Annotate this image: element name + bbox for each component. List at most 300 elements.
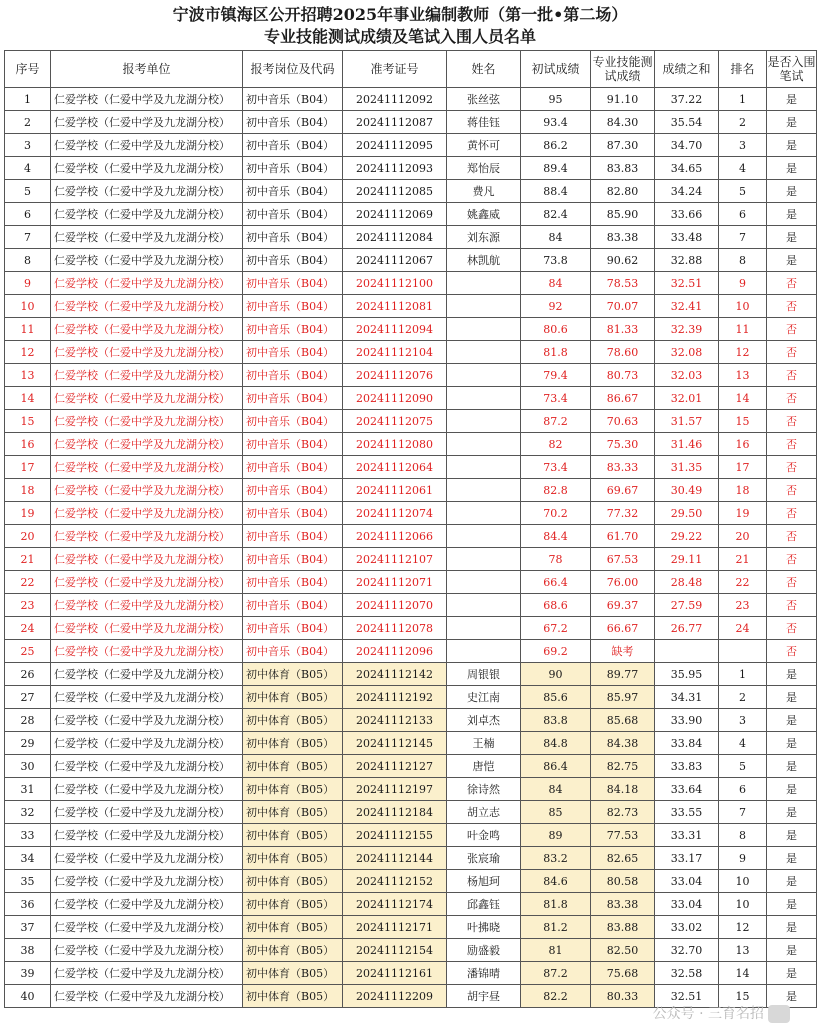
cell-unit: 仁爱学校（仁爱中学及九龙湖分校） — [51, 387, 243, 410]
cell-initial-score: 81.8 — [521, 341, 591, 364]
cell-ticket: 20241112145 — [343, 732, 447, 755]
cell-index: 18 — [5, 479, 51, 502]
cell-total: 33.83 — [655, 755, 719, 778]
cell-unit: 仁爱学校（仁爱中学及九龙湖分校） — [51, 939, 243, 962]
cell-skill-score: 83.88 — [591, 916, 655, 939]
cell-total: 32.88 — [655, 249, 719, 272]
cell-shortlisted: 是 — [767, 801, 817, 824]
cell-unit: 仁爱学校（仁爱中学及九龙湖分校） — [51, 732, 243, 755]
cell-index: 2 — [5, 111, 51, 134]
cell-name: 张宸瑜 — [447, 847, 521, 870]
cell-total: 37.22 — [655, 88, 719, 111]
cell-shortlisted: 是 — [767, 916, 817, 939]
cell-name — [447, 272, 521, 295]
cell-ticket: 20241112069 — [343, 203, 447, 226]
cell-unit: 仁爱学校（仁爱中学及九龙湖分校） — [51, 88, 243, 111]
cell-initial-score: 86.4 — [521, 755, 591, 778]
cell-skill-score: 85.68 — [591, 709, 655, 732]
cell-ticket: 20241112171 — [343, 916, 447, 939]
cell-unit: 仁爱学校（仁爱中学及九龙湖分校） — [51, 755, 243, 778]
cell-unit: 仁爱学校（仁爱中学及九龙湖分校） — [51, 571, 243, 594]
table-row — [5, 295, 817, 318]
cell-shortlisted: 是 — [767, 180, 817, 203]
cell-name — [447, 456, 521, 479]
cell-rank: 9 — [719, 847, 767, 870]
cell-unit: 仁爱学校（仁爱中学及九龙湖分校） — [51, 870, 243, 893]
cell-total: 26.77 — [655, 617, 719, 640]
cell-initial-score: 86.2 — [521, 134, 591, 157]
cell-rank: 7 — [719, 801, 767, 824]
cell-ticket: 20241112085 — [343, 180, 447, 203]
table-row — [5, 755, 817, 778]
cell-ticket: 20241112070 — [343, 594, 447, 617]
cell-rank: 6 — [719, 203, 767, 226]
cell-total: 33.84 — [655, 732, 719, 755]
cell-ticket: 20241112087 — [343, 111, 447, 134]
table-row — [5, 870, 817, 893]
cell-name: 叶金鸣 — [447, 824, 521, 847]
cell-post: 初中音乐（B04） — [243, 502, 343, 525]
cell-index: 11 — [5, 318, 51, 341]
cell-ticket: 20241112066 — [343, 525, 447, 548]
cell-skill-score: 80.58 — [591, 870, 655, 893]
cell-post: 初中音乐（B04） — [243, 548, 343, 571]
cell-name: 费凡 — [447, 180, 521, 203]
cell-rank: 23 — [719, 594, 767, 617]
cell-post: 初中体育（B05） — [243, 755, 343, 778]
cell-total: 29.11 — [655, 548, 719, 571]
cell-total: 32.41 — [655, 295, 719, 318]
cell-skill-score: 61.70 — [591, 525, 655, 548]
cell-total: 29.50 — [655, 502, 719, 525]
cell-ticket: 20241112192 — [343, 686, 447, 709]
cell-initial-score: 82 — [521, 433, 591, 456]
cell-ticket: 20241112090 — [343, 387, 447, 410]
cell-total: 32.51 — [655, 272, 719, 295]
table-row — [5, 732, 817, 755]
cell-skill-score: 86.67 — [591, 387, 655, 410]
cell-shortlisted: 是 — [767, 203, 817, 226]
cell-initial-score: 87.2 — [521, 962, 591, 985]
cell-post: 初中音乐（B04） — [243, 571, 343, 594]
cell-index: 8 — [5, 249, 51, 272]
cell-ticket: 20241112142 — [343, 663, 447, 686]
cell-index: 34 — [5, 847, 51, 870]
cell-index: 24 — [5, 617, 51, 640]
cell-post: 初中体育（B05） — [243, 686, 343, 709]
cell-initial-score: 81.2 — [521, 916, 591, 939]
cell-name: 励盛毅 — [447, 939, 521, 962]
cell-rank: 22 — [719, 571, 767, 594]
cell-post: 初中音乐（B04） — [243, 203, 343, 226]
cell-total: 34.70 — [655, 134, 719, 157]
cell-shortlisted: 是 — [767, 663, 817, 686]
cell-skill-score: 85.97 — [591, 686, 655, 709]
cell-name: 蒋佳钰 — [447, 111, 521, 134]
cell-post: 初中音乐（B04） — [243, 272, 343, 295]
cell-total: 34.31 — [655, 686, 719, 709]
cell-unit: 仁爱学校（仁爱中学及九龙湖分校） — [51, 686, 243, 709]
table-row — [5, 318, 817, 341]
cell-post: 初中音乐（B04） — [243, 364, 343, 387]
cell-post: 初中音乐（B04） — [243, 433, 343, 456]
cell-ticket: 20241112094 — [343, 318, 447, 341]
cell-unit: 仁爱学校（仁爱中学及九龙湖分校） — [51, 456, 243, 479]
cell-name — [447, 387, 521, 410]
header-row — [5, 51, 817, 88]
cell-post: 初中体育（B05） — [243, 939, 343, 962]
cell-ticket: 20241112067 — [343, 249, 447, 272]
table-row — [5, 180, 817, 203]
table-row — [5, 824, 817, 847]
cell-rank: 8 — [719, 249, 767, 272]
cell-total: 30.49 — [655, 479, 719, 502]
cell-index: 4 — [5, 157, 51, 180]
cell-unit: 仁爱学校（仁爱中学及九龙湖分校） — [51, 594, 243, 617]
cell-unit: 仁爱学校（仁爱中学及九龙湖分校） — [51, 134, 243, 157]
cell-shortlisted: 是 — [767, 962, 817, 985]
cell-index: 22 — [5, 571, 51, 594]
table-row — [5, 939, 817, 962]
cell-unit: 仁爱学校（仁爱中学及九龙湖分校） — [51, 180, 243, 203]
cell-total: 33.17 — [655, 847, 719, 870]
cell-index: 10 — [5, 295, 51, 318]
table-row — [5, 962, 817, 985]
table-row — [5, 893, 817, 916]
cell-index: 33 — [5, 824, 51, 847]
cell-ticket: 20241112093 — [343, 157, 447, 180]
cell-rank: 14 — [719, 387, 767, 410]
cell-rank: 16 — [719, 433, 767, 456]
cell-index: 40 — [5, 985, 51, 1008]
cell-name — [447, 525, 521, 548]
cell-skill-score: 80.33 — [591, 985, 655, 1008]
cell-initial-score: 89 — [521, 824, 591, 847]
cell-index: 38 — [5, 939, 51, 962]
cell-total: 32.51 — [655, 985, 719, 1008]
watermark-text: 公众号 · 三育名招 — [652, 1006, 764, 1022]
cell-ticket: 20241112209 — [343, 985, 447, 1008]
cell-rank: 11 — [719, 318, 767, 341]
col-header-name: 姓名 — [447, 51, 521, 88]
cell-unit: 仁爱学校（仁爱中学及九龙湖分校） — [51, 525, 243, 548]
cell-unit: 仁爱学校（仁爱中学及九龙湖分校） — [51, 157, 243, 180]
table-row — [5, 226, 817, 249]
cell-total: 31.57 — [655, 410, 719, 433]
cell-skill-score: 82.75 — [591, 755, 655, 778]
cell-name: 郑怡辰 — [447, 157, 521, 180]
cell-skill-score: 82.80 — [591, 180, 655, 203]
cell-unit: 仁爱学校（仁爱中学及九龙湖分校） — [51, 548, 243, 571]
cell-rank: 20 — [719, 525, 767, 548]
cell-total: 33.04 — [655, 893, 719, 916]
cell-index: 3 — [5, 134, 51, 157]
cell-rank: 10 — [719, 870, 767, 893]
cell-initial-score: 84.4 — [521, 525, 591, 548]
cell-skill-score: 67.53 — [591, 548, 655, 571]
cell-post: 初中音乐（B04） — [243, 617, 343, 640]
cell-name: 潘锦晴 — [447, 962, 521, 985]
cell-rank: 5 — [719, 755, 767, 778]
cell-name — [447, 433, 521, 456]
cell-rank: 4 — [719, 732, 767, 755]
cell-initial-score: 73.8 — [521, 249, 591, 272]
cell-index: 32 — [5, 801, 51, 824]
cell-unit: 仁爱学校（仁爱中学及九龙湖分校） — [51, 433, 243, 456]
cell-post: 初中音乐（B04） — [243, 88, 343, 111]
cell-name — [447, 479, 521, 502]
cell-name: 杨旭珂 — [447, 870, 521, 893]
cell-skill-score: 77.32 — [591, 502, 655, 525]
cell-skill-score: 89.77 — [591, 663, 655, 686]
cell-shortlisted: 否 — [767, 571, 817, 594]
cell-name: 史江南 — [447, 686, 521, 709]
cell-post: 初中音乐（B04） — [243, 249, 343, 272]
cell-skill-score: 缺考 — [591, 640, 655, 663]
cell-index: 1 — [5, 88, 51, 111]
cell-post: 初中体育（B05） — [243, 847, 343, 870]
cell-shortlisted: 否 — [767, 341, 817, 364]
cell-shortlisted: 是 — [767, 686, 817, 709]
cell-index: 37 — [5, 916, 51, 939]
cell-ticket: 20241112084 — [343, 226, 447, 249]
cell-ticket: 20241112107 — [343, 548, 447, 571]
col-header-initial-score: 初试成绩 — [521, 51, 591, 88]
cell-total: 29.22 — [655, 525, 719, 548]
cell-ticket: 20241112127 — [343, 755, 447, 778]
cell-skill-score: 82.50 — [591, 939, 655, 962]
cell-name: 胡立志 — [447, 801, 521, 824]
cell-initial-score: 70.2 — [521, 502, 591, 525]
cell-skill-score: 78.53 — [591, 272, 655, 295]
cell-name — [447, 617, 521, 640]
cell-initial-score: 73.4 — [521, 387, 591, 410]
cell-skill-score: 83.38 — [591, 226, 655, 249]
cell-skill-score: 84.18 — [591, 778, 655, 801]
cell-ticket: 20241112078 — [343, 617, 447, 640]
cell-index: 31 — [5, 778, 51, 801]
cell-ticket: 20241112184 — [343, 801, 447, 824]
cell-rank: 21 — [719, 548, 767, 571]
cell-rank: 7 — [719, 226, 767, 249]
cell-ticket: 20241112071 — [343, 571, 447, 594]
table-row — [5, 272, 817, 295]
cell-skill-score: 84.38 — [591, 732, 655, 755]
cell-initial-score: 69.2 — [521, 640, 591, 663]
cell-skill-score: 85.90 — [591, 203, 655, 226]
cell-initial-score: 81.8 — [521, 893, 591, 916]
cell-unit: 仁爱学校（仁爱中学及九龙湖分校） — [51, 893, 243, 916]
cell-rank: 1 — [719, 663, 767, 686]
cell-post: 初中音乐（B04） — [243, 479, 343, 502]
cell-initial-score: 83.2 — [521, 847, 591, 870]
cell-index: 9 — [5, 272, 51, 295]
table-row — [5, 548, 817, 571]
cell-shortlisted: 是 — [767, 893, 817, 916]
cell-skill-score: 83.38 — [591, 893, 655, 916]
cell-index: 6 — [5, 203, 51, 226]
cell-name: 叶拂晓 — [447, 916, 521, 939]
cell-post: 初中体育（B05） — [243, 985, 343, 1008]
cell-ticket: 20241112174 — [343, 893, 447, 916]
cell-total: 33.90 — [655, 709, 719, 732]
cell-post: 初中体育（B05） — [243, 709, 343, 732]
table-row — [5, 801, 817, 824]
cell-unit: 仁爱学校（仁爱中学及九龙湖分校） — [51, 824, 243, 847]
cell-skill-score: 90.62 — [591, 249, 655, 272]
cell-initial-score: 93.4 — [521, 111, 591, 134]
cell-name: 刘卓杰 — [447, 709, 521, 732]
cell-initial-score: 80.6 — [521, 318, 591, 341]
cell-total: 27.59 — [655, 594, 719, 617]
table-row — [5, 249, 817, 272]
cell-name — [447, 594, 521, 617]
cell-total: 34.65 — [655, 157, 719, 180]
cell-index: 14 — [5, 387, 51, 410]
cell-initial-score: 89.4 — [521, 157, 591, 180]
cell-index: 27 — [5, 686, 51, 709]
cell-shortlisted: 否 — [767, 318, 817, 341]
table-row — [5, 433, 817, 456]
cell-post: 初中音乐（B04） — [243, 318, 343, 341]
cell-total: 34.24 — [655, 180, 719, 203]
table-row — [5, 617, 817, 640]
cell-index: 7 — [5, 226, 51, 249]
cell-initial-score: 85 — [521, 801, 591, 824]
cell-unit: 仁爱学校（仁爱中学及九龙湖分校） — [51, 985, 243, 1008]
cell-total: 33.31 — [655, 824, 719, 847]
cell-post: 初中音乐（B04） — [243, 180, 343, 203]
cell-initial-score: 83.8 — [521, 709, 591, 732]
cell-ticket: 20241112161 — [343, 962, 447, 985]
cell-name: 邱鑫钰 — [447, 893, 521, 916]
cell-skill-score: 91.10 — [591, 88, 655, 111]
cell-unit: 仁爱学校（仁爱中学及九龙湖分校） — [51, 916, 243, 939]
cell-ticket: 20241112154 — [343, 939, 447, 962]
cell-skill-score: 75.68 — [591, 962, 655, 985]
cell-skill-score: 82.73 — [591, 801, 655, 824]
cell-shortlisted: 否 — [767, 295, 817, 318]
cell-unit: 仁爱学校（仁爱中学及九龙湖分校） — [51, 847, 243, 870]
cell-total: 32.01 — [655, 387, 719, 410]
cell-name: 林凯航 — [447, 249, 521, 272]
cell-total — [655, 640, 719, 663]
col-header-index: 序号 — [5, 51, 51, 88]
cell-unit: 仁爱学校（仁爱中学及九龙湖分校） — [51, 410, 243, 433]
cell-rank: 10 — [719, 295, 767, 318]
cell-ticket: 20241112080 — [343, 433, 447, 456]
cell-index: 25 — [5, 640, 51, 663]
table-row — [5, 387, 817, 410]
cell-initial-score: 66.4 — [521, 571, 591, 594]
cell-post: 初中体育（B05） — [243, 801, 343, 824]
cell-unit: 仁爱学校（仁爱中学及九龙湖分校） — [51, 640, 243, 663]
cell-ticket: 20241112197 — [343, 778, 447, 801]
cell-post: 初中音乐（B04） — [243, 226, 343, 249]
cell-index: 19 — [5, 502, 51, 525]
cell-total: 35.54 — [655, 111, 719, 134]
cell-post: 初中音乐（B04） — [243, 111, 343, 134]
cell-initial-score: 82.8 — [521, 479, 591, 502]
cell-initial-score: 84.6 — [521, 870, 591, 893]
cell-rank: 12 — [719, 341, 767, 364]
cell-post: 初中音乐（B04） — [243, 134, 343, 157]
cell-index: 20 — [5, 525, 51, 548]
cell-rank: 1 — [719, 88, 767, 111]
table-row — [5, 640, 817, 663]
cell-initial-score: 85.6 — [521, 686, 591, 709]
cell-initial-score: 95 — [521, 88, 591, 111]
cell-index: 12 — [5, 341, 51, 364]
table-row — [5, 111, 817, 134]
cell-rank: 3 — [719, 134, 767, 157]
cell-initial-score: 84 — [521, 272, 591, 295]
cell-shortlisted: 否 — [767, 479, 817, 502]
cell-shortlisted: 否 — [767, 410, 817, 433]
table-row — [5, 686, 817, 709]
cell-shortlisted: 否 — [767, 594, 817, 617]
table-row — [5, 134, 817, 157]
cell-index: 15 — [5, 410, 51, 433]
table-row — [5, 364, 817, 387]
table-row — [5, 341, 817, 364]
cell-shortlisted: 是 — [767, 157, 817, 180]
cell-total: 33.55 — [655, 801, 719, 824]
cell-ticket: 20241112074 — [343, 502, 447, 525]
cell-unit: 仁爱学校（仁爱中学及九龙湖分校） — [51, 341, 243, 364]
cell-shortlisted: 是 — [767, 226, 817, 249]
cell-shortlisted: 是 — [767, 111, 817, 134]
cell-post: 初中体育（B05） — [243, 893, 343, 916]
cell-unit: 仁爱学校（仁爱中学及九龙湖分校） — [51, 295, 243, 318]
cell-rank: 13 — [719, 364, 767, 387]
cell-shortlisted: 否 — [767, 548, 817, 571]
cell-unit: 仁爱学校（仁爱中学及九龙湖分校） — [51, 502, 243, 525]
col-header-total: 成绩之和 — [655, 51, 719, 88]
col-header-ticket: 准考证号 — [343, 51, 447, 88]
cell-name: 胡宇昼 — [447, 985, 521, 1008]
cell-shortlisted: 否 — [767, 525, 817, 548]
cell-skill-score: 81.33 — [591, 318, 655, 341]
cell-shortlisted: 否 — [767, 617, 817, 640]
cell-skill-score: 87.30 — [591, 134, 655, 157]
cell-unit: 仁爱学校（仁爱中学及九龙湖分校） — [51, 479, 243, 502]
cell-name — [447, 410, 521, 433]
cell-post: 初中体育（B05） — [243, 870, 343, 893]
cell-total: 31.35 — [655, 456, 719, 479]
cell-ticket: 20241112096 — [343, 640, 447, 663]
cell-total: 33.64 — [655, 778, 719, 801]
cell-skill-score: 69.67 — [591, 479, 655, 502]
col-header-rank: 排名 — [719, 51, 767, 88]
cell-shortlisted: 是 — [767, 732, 817, 755]
cell-index: 17 — [5, 456, 51, 479]
table-row — [5, 410, 817, 433]
cell-initial-score: 84.8 — [521, 732, 591, 755]
cell-initial-score: 67.2 — [521, 617, 591, 640]
table-row — [5, 525, 817, 548]
cell-total: 32.08 — [655, 341, 719, 364]
cell-unit: 仁爱学校（仁爱中学及九龙湖分校） — [51, 318, 243, 341]
cell-initial-score: 88.4 — [521, 180, 591, 203]
table-row — [5, 916, 817, 939]
cell-shortlisted: 否 — [767, 502, 817, 525]
cell-post: 初中体育（B05） — [243, 824, 343, 847]
cell-post: 初中音乐（B04） — [243, 295, 343, 318]
cell-shortlisted: 否 — [767, 387, 817, 410]
cell-name: 刘东源 — [447, 226, 521, 249]
cell-post: 初中体育（B05） — [243, 962, 343, 985]
